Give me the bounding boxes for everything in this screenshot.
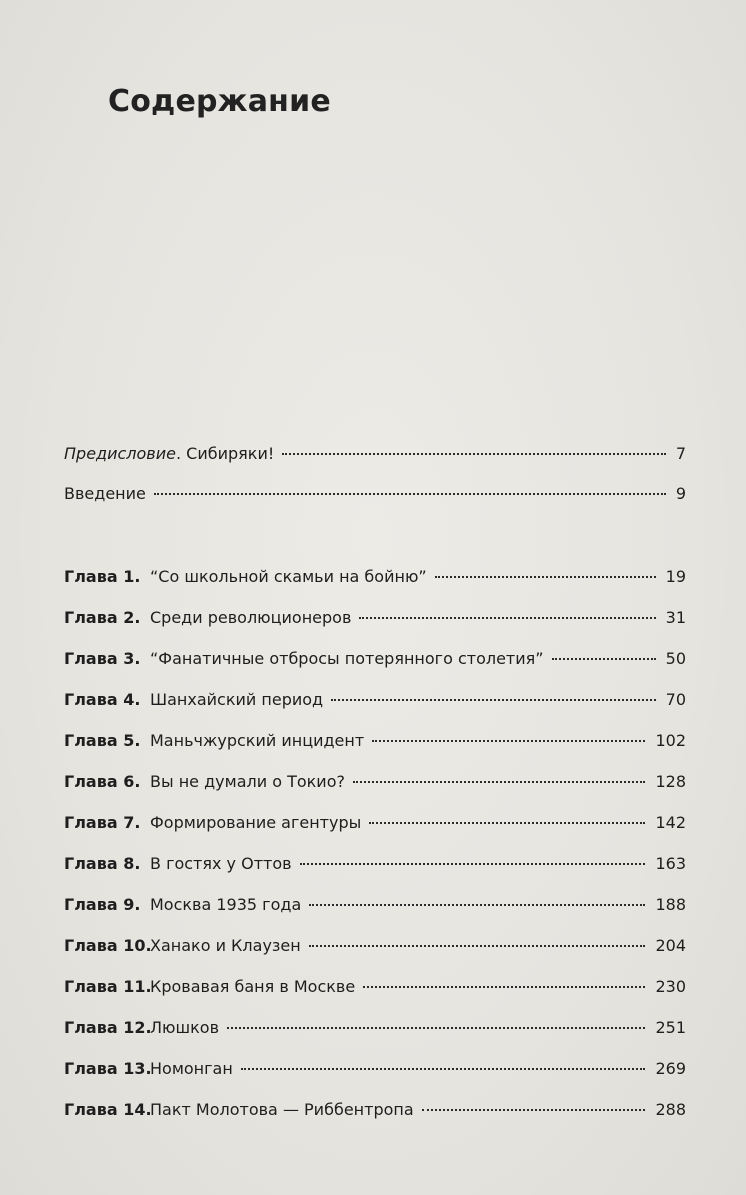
dot-leader xyxy=(353,781,645,783)
toc-entry-chapter-4 xyxy=(64,688,686,712)
dot-leader xyxy=(552,658,656,660)
toc-entry-chapter-3 xyxy=(64,647,686,671)
chapter-label: Глава 3. xyxy=(64,649,141,668)
page-title: Содержание xyxy=(108,84,331,119)
toc-page-number: 204 xyxy=(655,936,686,955)
toc-entry-chapter-9 xyxy=(64,893,686,917)
chapter-label: Глава 13. xyxy=(64,1059,152,1078)
chapter-label: Глава 2. xyxy=(64,608,141,627)
chapter-label: Глава 7. xyxy=(64,813,141,832)
chapter-label: Глава 1. xyxy=(64,567,141,586)
chapter-title: Формирование агентуры xyxy=(150,813,362,832)
toc-entry-title-rest: . Сибиряки! xyxy=(175,444,275,463)
chapter-label: Глава 5. xyxy=(64,731,141,750)
chapter-label: Глава 8. xyxy=(64,854,141,873)
toc-page-number: 9 xyxy=(675,484,686,503)
toc-page-number: 188 xyxy=(655,895,686,914)
toc-page-number: 128 xyxy=(655,772,686,791)
dot-leader xyxy=(241,1068,646,1070)
chapter-label: Глава 9. xyxy=(64,895,141,914)
chapter-title: Москва 1935 года xyxy=(150,895,302,914)
toc-entry-chapter-10 xyxy=(64,934,686,958)
toc-entry-preface xyxy=(64,442,686,466)
toc-entry-chapter-13 xyxy=(64,1057,686,1081)
dot-leader xyxy=(282,453,666,455)
chapter-title: “Со школьной скамьи на бойню” xyxy=(150,567,427,586)
toc-entry-chapter-12 xyxy=(64,1016,686,1040)
toc-page-number: 288 xyxy=(655,1100,686,1119)
dot-leader xyxy=(309,904,645,906)
dot-leader xyxy=(359,617,655,619)
toc-entry-chapter-11 xyxy=(64,975,686,999)
chapter-title: Вы не думали о Токио? xyxy=(150,772,345,791)
chapter-title: Среди революционеров xyxy=(150,608,352,627)
toc-entry-chapter-5 xyxy=(64,729,686,753)
chapter-title: Люшков xyxy=(150,1018,220,1037)
chapter-title: Пакт Молотова — Риббентропа xyxy=(150,1100,414,1119)
chapter-label: Глава 11. xyxy=(64,977,152,996)
dot-leader xyxy=(300,863,646,865)
chapter-label: Глава 14. xyxy=(64,1100,152,1119)
toc-page-number: 230 xyxy=(655,977,686,996)
chapter-title: Кровавая баня в Москве xyxy=(150,977,356,996)
toc-entry-chapter-6 xyxy=(64,770,686,794)
toc-entry-title: Введение xyxy=(64,484,146,503)
toc-page-number: 102 xyxy=(655,731,686,750)
toc-page-number: 269 xyxy=(655,1059,686,1078)
toc-page-number: 142 xyxy=(655,813,686,832)
chapter-title: Ханако и Клаузен xyxy=(150,936,301,955)
chapter-label: Глава 12. xyxy=(64,1018,152,1037)
toc-page-number: 50 xyxy=(665,649,686,668)
toc-entry-chapter-2 xyxy=(64,606,686,630)
dot-leader xyxy=(309,945,646,947)
dot-leader xyxy=(227,1027,645,1029)
toc-entry-title xyxy=(64,442,274,466)
toc-page-number: 31 xyxy=(665,608,686,627)
toc-page-number: 7 xyxy=(675,444,686,463)
chapter-label: Глава 6. xyxy=(64,772,141,791)
chapter-title: “Фанатичные отбросы потерянного столетия” xyxy=(150,649,544,668)
toc-entry-chapter-14 xyxy=(64,1098,686,1122)
chapter-title: Номонган xyxy=(150,1059,233,1078)
dot-leader xyxy=(331,699,656,701)
toc-entry-chapter-7 xyxy=(64,811,686,835)
toc-entry-chapter-1 xyxy=(64,565,686,589)
dot-leader xyxy=(154,493,666,495)
dot-leader xyxy=(369,822,645,824)
chapter-title: В гостях у Оттов xyxy=(150,854,292,873)
chapter-title: Маньчжурский инцидент xyxy=(150,731,365,750)
chapter-title: Шанхайский период xyxy=(150,690,324,709)
toc-entry-italic-prefix: Предисловие xyxy=(64,444,176,463)
dot-leader xyxy=(372,740,645,742)
toc-page-number: 19 xyxy=(665,567,686,586)
toc-page-number: 251 xyxy=(655,1018,686,1037)
toc-entry-introduction xyxy=(64,482,686,506)
toc-entry-chapter-8 xyxy=(64,852,686,876)
dot-leader xyxy=(422,1109,646,1111)
dot-leader xyxy=(363,986,645,988)
toc-page-number: 70 xyxy=(665,690,686,709)
dot-leader xyxy=(435,576,656,578)
toc-page-number: 163 xyxy=(655,854,686,873)
chapter-label: Глава 4. xyxy=(64,690,141,709)
chapter-label: Глава 10. xyxy=(64,936,152,955)
